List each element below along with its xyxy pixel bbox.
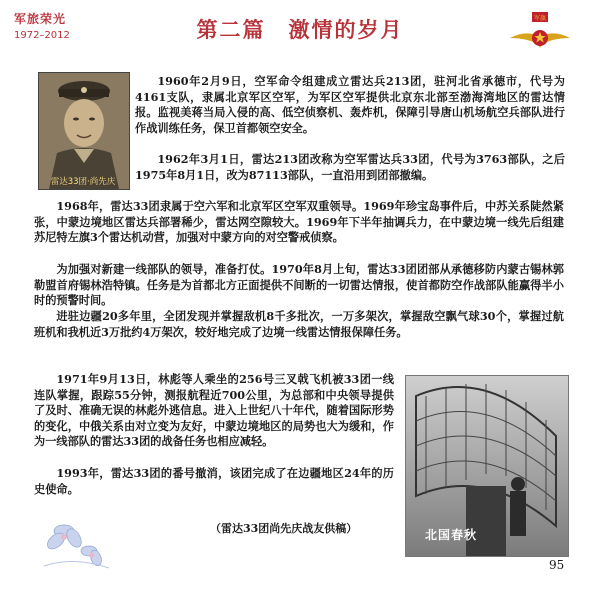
portrait-photo	[38, 72, 130, 190]
paragraph-7: 1993年，雷达33团的番号撤消，该团完成了在边疆地区24年的历史使命。	[34, 466, 394, 496]
photo-caption: 北国春秋	[425, 528, 478, 542]
paragraph-1: 1960年2月9日，空军命令组建成立雷达兵213团，驻河北省承德市，代号为4161支队，隶属北京军区空军，为军区空军提供北京东北部至渤海湾地区的雷达情报。监视美蒋当局入侵的高、低空侦察机、轰炸机，保障引导唐山机场航空兵部队进行作战训练任务，保卫首都领空安全。	[135, 74, 565, 135]
page-number: 95	[549, 558, 565, 572]
book-title: 军旅荣光	[14, 12, 67, 26]
soldier-portrait-icon	[39, 73, 129, 189]
book-years: 1972–2012	[14, 30, 70, 41]
flower-decoration-icon	[34, 506, 119, 576]
credit-line: （雷达33团尚先庆战友供稿）	[210, 522, 358, 535]
chapter-title: 第二篇 激情的岁月	[196, 18, 404, 42]
paragraph-6: 1971年9月13日，林彪等人乘坐的256号三叉戟飞机被33团一线连队掌握，跟踪55分钟，测报航程近700公里，为总部和中央领导提供了及时、准确无误的林彪外逃信息。进入上世纪八十年代，随着国际形势的变化，中俄关系由对立变为友好，中蒙边境地区的局势也大为缓和，作为一线部队的雷达33团的战备任务也相应减轻。	[34, 372, 394, 448]
paragraph-4: 为加强对新建一线部队的领导，准备打仗。1970年8月上旬，雷达33团团部从承德移防内蒙古锡林郭勒盟首府锡林浩特镇。任务是为首都北方正面提供不间断的一切雷达情报，使首都防空作战部队能赢得半小时的预警时间。	[34, 262, 564, 307]
paragraph-5: 进驻边疆20多年里，全团发现并掌握敌机8千多批次，一万多架次，掌握敌空飘气球30个，掌握过航班机和我机近3万批约4万架次，较好地完成了边境一线雷达情报保障任务。	[34, 309, 564, 339]
paragraph-3: 1968年，雷达33团隶属于空六军和北京军区空军双重领导。1969年珍宝岛事件后，中苏关系陡然紧张，中蒙边境地区雷达兵部署稀少，雷达网空隙较大。1969年下半年抽调兵力，在中蒙边境一线先后组建苏尼特左旗3个雷达机动营，加强对中蒙方向的对空警戒侦察。	[34, 199, 564, 244]
air-force-emblem-icon	[508, 8, 572, 56]
paragraph-2: 1962年3月1日，雷达213团改称为空军雷达兵33团，代号为3763部队，之后1975年8月1日，改为87113部队，一直沿用到团部撤编。	[135, 152, 565, 182]
svg-text:军旗: 军旗	[533, 15, 547, 22]
portrait-caption: 雷达33团·尚先庆	[50, 177, 116, 187]
